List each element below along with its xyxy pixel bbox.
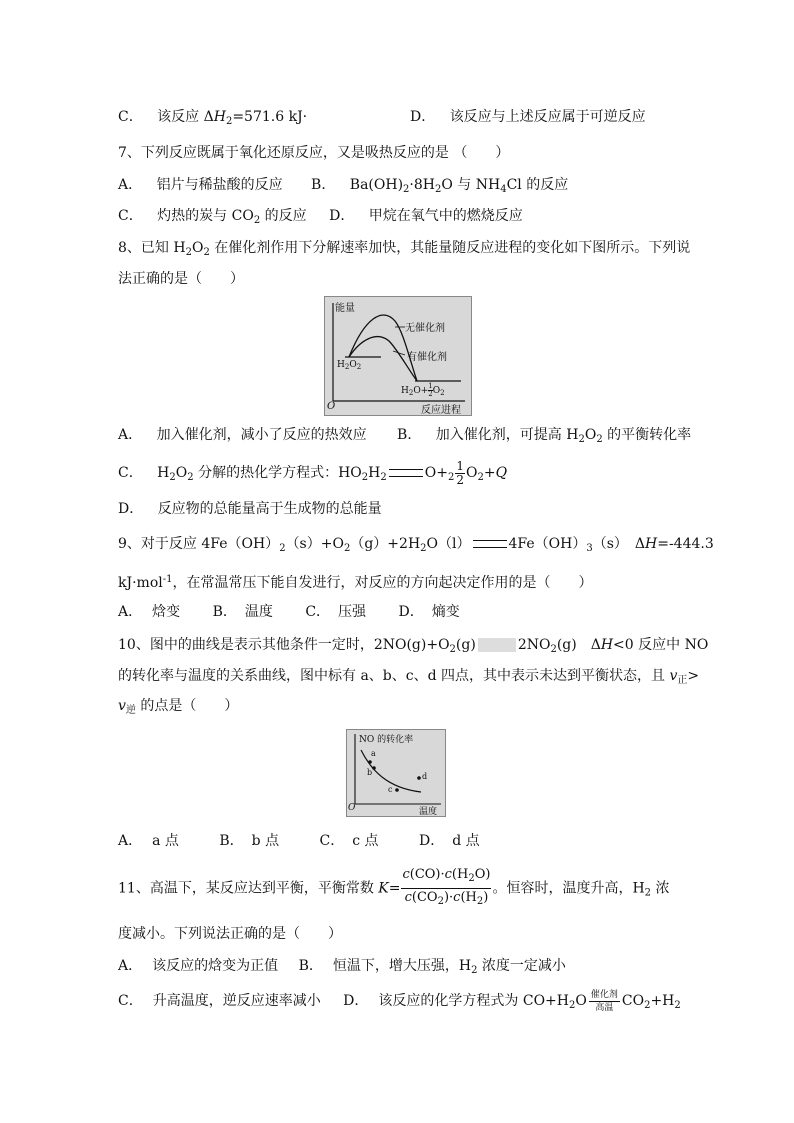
q10-stem-line2: 的转化率与温度的关系曲线，图中标有 a、b、c、d 四点，其中表示未达到平衡状态，且 $v_正>$ xyxy=(118,668,700,686)
q7-options-ab: A． 铝片与稀盐酸的反应 B． $Ba(OH)_2\cdot 8H_2O$ 与 $NH_4Cl$ 的反应 xyxy=(118,177,569,195)
point-c xyxy=(395,788,399,792)
q7-options-cd: C． 灼热的炭与 $CO_2$ 的反应 D． 甲烷在氧气中的燃烧反应 xyxy=(118,208,523,226)
point-c-label: c xyxy=(388,785,393,794)
q8-stem-line2: 法正确的是（ ） xyxy=(118,271,244,287)
q11-options-ab: A． 该反应的焓变为正值 B． 恒温下，增大压强，$H_2$ 浓度一定减小 xyxy=(118,958,566,976)
q11-stem-line1: 11、高温下，某反应达到平衡，平衡常数 K= $\frac{c(CO)\cdot c(H_2O)}{c(CO_2)\cdot c(H_2)}$ 。恒容时，温度升高，$H_2$ 浓 xyxy=(118,866,670,914)
conversion-origin-label: O xyxy=(348,803,356,813)
q11-stem-line2: 度减小。下列说法正确的是（ ） xyxy=(118,926,342,942)
equals-sign-double xyxy=(389,469,423,477)
conversion-axis-label: NO 的转化率 xyxy=(359,735,414,745)
energy-diagram xyxy=(324,296,472,416)
point-b-label: b xyxy=(367,768,373,777)
q8-option-d: D． 反应物的总能量高于生成物的总能量 xyxy=(118,501,382,517)
conversion-diagram xyxy=(346,729,446,817)
equilibrium-constant-fraction: $\frac{c(CO)\cdot c(H_2O)}{c(CO_2)\cdot c(H_2)}$ xyxy=(402,867,491,907)
energy-diagram-svg xyxy=(325,297,471,415)
equals-sign-double xyxy=(473,540,507,548)
q10-stem-line1: 10、图中的曲线是表示其他条件一定时，$2NO(g)+O_2(g)$ $2NO_2(g)$ ΔH<0 反应中 NO xyxy=(118,637,709,655)
point-d xyxy=(417,776,421,780)
q7-stem: 7、下列反应既属于氧化还原反应，又是吸热反应的是 （ ） xyxy=(118,145,510,161)
half-fraction: $\frac{1}{2}$ xyxy=(456,458,464,487)
reaction-condition-arrow: 催化剂 高温 xyxy=(590,989,618,1013)
reversible-arrow-icon xyxy=(478,638,516,652)
q6-option-c: C． 该反应 $\Delta H_2=571.6$ kJ· xyxy=(118,109,308,127)
point-a-label: a xyxy=(371,749,376,758)
point-a xyxy=(368,760,372,764)
q9-stem-line1: 9、对于反应 $4Fe(OH)_2(s)+O_2(g)+2H_2O(l)$ $4Fe(OH)_3(s)$ ΔH=-444.3 xyxy=(118,536,714,554)
q8-options-ab: A． 加入催化剂，减小了反应的热效应 B． 加入催化剂，可提高 $H_2O_2$ 的平衡转化率 xyxy=(118,427,692,445)
temperature-axis-label: 温度 xyxy=(419,807,438,817)
q10-options: A． a 点 B． b 点 C． c 点 D． d 点 xyxy=(118,833,480,849)
product-label: $H_2O+$ $\frac{1}{2}$ $O_2$ xyxy=(401,382,445,398)
progress-axis-label: 反应进程 xyxy=(421,405,461,416)
q11-options-cd: C． 升高温度，逆反应速率减小 D． 该反应的化学方程式为 $CO+H_2O$ 催化剂 高温 $CO_2+H_2$ xyxy=(118,989,681,1013)
uncatalyzed-label: 无催化剂 xyxy=(405,323,445,334)
catalyzed-label: 有催化剂 xyxy=(407,352,447,363)
energy-origin-label: O xyxy=(327,401,336,412)
point-b xyxy=(372,766,376,770)
q10-stem-line3: $v_逆$ 的点是（ ） xyxy=(118,698,239,716)
point-d-label: d xyxy=(422,772,428,781)
q9-options: A． 焓变 B． 温度 C． 压强 D． 熵变 xyxy=(118,604,460,620)
q8-option-c: C． $H_2O_2$ 分解的热化学方程式：$HO_2H_2$ $O+_2$ $\frac{1}{2}$ $O_2+Q$ xyxy=(118,458,508,487)
q9-stem-line2: kJ·mol$^{-1}$，在常温常压下能自发进行，对反应的方向起决定作用的是（ ） xyxy=(118,574,593,591)
q6-option-d: D． 该反应与上述反应属于可逆反应 xyxy=(410,109,646,125)
q8-stem-line1: 8、已知 $H_2O_2$ 在催化剂作用下分解速率加快，其能量随反应进程的变化如下图所示。下列说 xyxy=(118,240,691,258)
energy-axis-label: 能量 xyxy=(335,303,355,314)
reactant-label: $H_2O_2$ xyxy=(337,360,362,371)
